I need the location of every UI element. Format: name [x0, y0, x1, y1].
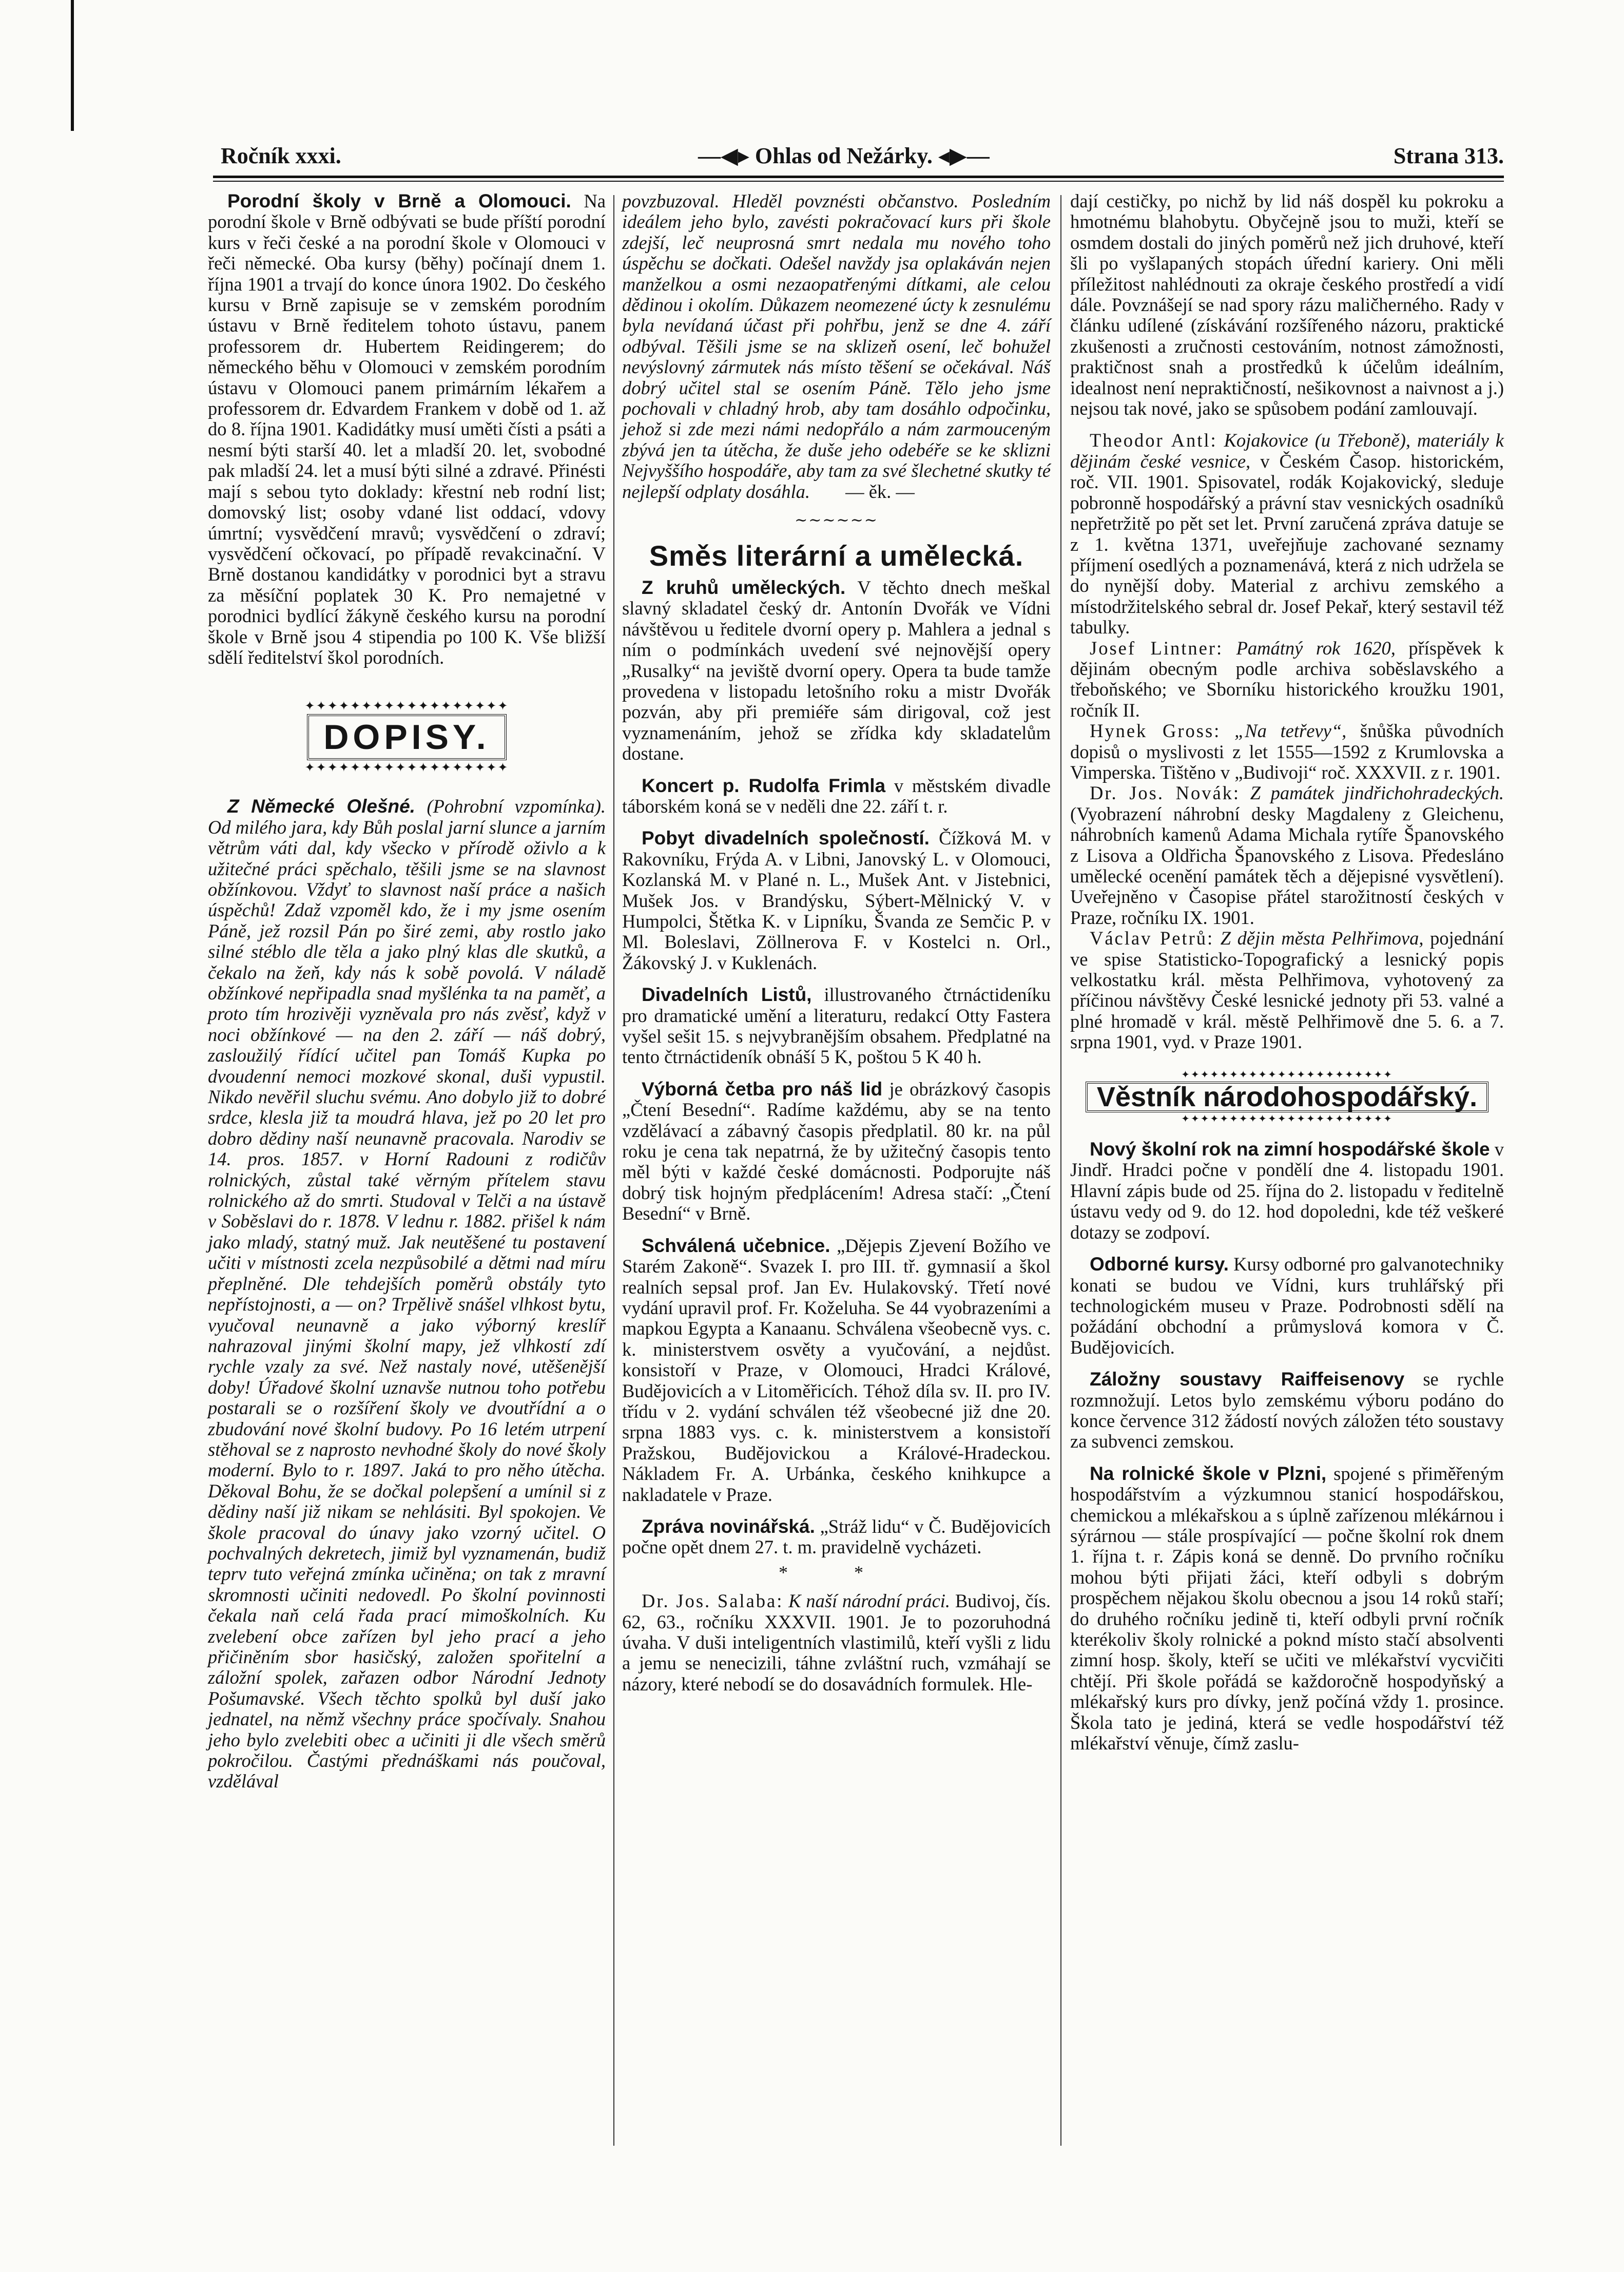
ornament-top: ✦✦✦✦✦✦✦✦✦✦✦✦✦✦✦✦✦✦✦✦✦✦	[1181, 1069, 1393, 1081]
article-lead: Koncert p. Rudolfa Frimla	[642, 775, 886, 796]
spacer	[622, 817, 1051, 828]
spacer	[622, 973, 1051, 985]
article-title: Z dějin města Pelhřimova,	[1220, 928, 1424, 949]
article-lead: Výborná četba pro náš lid	[642, 1078, 883, 1100]
article-body: v Českém Časop. historickém, roč. VII. 1901. Spisovatel, rodák Kojakovický, sleduje pobronně hospodářský a právní stav vesnických osadníků nepřetržitě po pět set let. První zaručená zpráva datuje se z 1. května 1371, uveřejňuje zachované seznamy příjmení osedlých a poznamenává, která z nich udržela se do nynější doby. Material z archivu zemského a místodržitelského sebral dr. Josef Pekař, který sestavil též tabulky.	[1070, 450, 1504, 638]
column-divider-1	[613, 195, 614, 2146]
article-gross	[1070, 721, 1504, 783]
article-ucebnice	[622, 1236, 1051, 1505]
article-novak	[1070, 783, 1504, 928]
column-2	[622, 191, 1051, 1695]
article-body: Kursy odborné pro galvanotechniky konati se budou ve Vídni, kurs truhlářský při technologickém museu v Praze. Podrobnosti sdělí na požádání obchodní a průmyslová komora v Č. Budějovicích.	[1070, 1254, 1504, 1358]
article-raiffeisen	[1070, 1369, 1504, 1452]
article-lead: Nový školní rok na zimní hospodářské škole	[1090, 1139, 1490, 1160]
page-number: Strana 313.	[1393, 143, 1504, 168]
letter-body-cont: povzbuzoval. Hleděl povznésti občanstvo. Posledním ideálem jeho bylo, zavésti pokračovací kurs při škole zdejší, leč neuprosná smrt nedala mu nového toho úspěchu se dočkati. Odešel navždy jsa oplakáván nejen manželkou a osmi nezaopatřenými dítkami, ale celou dědinou i okolím. Důkazem neomezené úcty k zesnulému byla nevídaná účast při pohřbu, jenž se dne 4. září odbýval. Těšili jsme se na sklizeň osení, leč bohužel nevýslovný zármutek nás místo těšení se očekával. Náš dobrý učitel stal se osením Páně. Tělo jeho jsme pochovali v chladný hrob, aby tam dosáhlo odpočinku, jehož si zde mezi námi nedopřálo a nám zarmouceným zbývá jen ta útěcha, že duše jeho odebéře se ke sklizni Nejvyššího hospodáře, aby tam za své šlechetné skutky té nejlepší odplaty dosáhla.	[622, 190, 1051, 502]
spacer	[622, 1224, 1051, 1236]
article-pobyt	[622, 828, 1051, 973]
spacer	[1070, 1452, 1504, 1464]
section-title-smes: Směs literární a umělecká.	[649, 539, 1024, 572]
vestnik-heading	[1070, 1068, 1504, 1126]
ornament-bottom: ✦✦✦✦✦✦✦✦✦✦✦✦✦✦✦✦✦✦	[304, 761, 509, 775]
article-body: (Vyobrazení náhrobní desky Magdaleny z Gleichenu, náhrobních kamenů Adama Michala rytíře Španovského z Lisova a Oldřicha Španovského z Lisova. Předesláno umělecké ocenění památek těch a dějepisné vysvětlení). Uveřejněno v Časopise přátel starožitností českých v Praze, ročníku IX. 1901.	[1070, 803, 1504, 928]
article-plzen	[1070, 1464, 1504, 1754]
article-body: příspěvek k dějinám obecným podle archiva soběslavského a třeboňského; ve Sborníku historického kroužku 1901, ročník II.	[1070, 637, 1504, 721]
article-body: illustrovaného čtrnáctideníku pro dramatické umění a literaturu, redakcí Otty Fastera vyšel sešit 15. s nejvybranějším obsahem. Předplatné na tento čtrnáctideník obnáší 5 K, poštou 5 K 40 h.	[622, 984, 1051, 1068]
article-salaba	[622, 1591, 1051, 1695]
article-body: V těchto dnech meškal slavný skladatel český dr. Antonín Dvořák ve Vídni návštěvou u ředitele dvorní opery p. Mahlera a jednal s ním o podmínkách uvedení své nejnovější opery „Rusalky“ na jeviště dvorní opery. Opera ta bude tamže provedena v listopadu letošního roku a mistr Dvořák pozván, aby při premiéře sám dirigoval, což jest vyznamenáním, jehož se zřídka kdy skladatelům dostane.	[622, 576, 1051, 764]
article-body: Budivoj, čís. 62, 63., ročníku XXXVII. 1901. Je to pozoruhodná úvaha. V duši inteligentních vlastimilů, kteří vyšli z lidu a jemu se nenecizili, táhne zvláštní ruch, vzmáhají se názory, které nebodí se do dosavádních formulek. Hle-	[622, 1590, 1051, 1695]
article-kursy	[1070, 1254, 1504, 1358]
section-title: DOPISY.	[307, 714, 506, 760]
article-frimla	[622, 776, 1051, 817]
letter-title: Z Německé Olešné.	[227, 796, 416, 817]
article-lead: Z kruhů uměleckých.	[642, 576, 846, 598]
article-body: v městském divadle táborském koná se v neděli dne 22. září t. r.	[622, 775, 1051, 817]
article-lead: Pobyt divadelních společností.	[642, 827, 930, 849]
article-author: Hynek Gross:	[1090, 720, 1221, 742]
ornament-top: ✦✦✦✦✦✦✦✦✦✦✦✦✦✦✦✦✦✦	[304, 699, 509, 714]
article-lead: Na rolnické škole v Plzni,	[1090, 1462, 1327, 1484]
letter-nemecka-olesna	[208, 796, 606, 1792]
article-body: pojednání ve spise Statisticko-Topografický a lesnický popis velkostatku král. města Pelhřimova, vyhotovený za příčinou návštěvy České lesnické jednoty při 53. valné a plné hromadě v král. městě Pelhřimově dne 5. 6. a 7. srpna 1901, vyd. v Praze 1901.	[1070, 928, 1504, 1053]
article-skolni-rok	[1070, 1139, 1504, 1243]
salaba-continuation	[1070, 191, 1504, 419]
column-divider-2	[1060, 195, 1061, 2146]
article-lead: Zpráva novinářská.	[642, 1515, 815, 1537]
column-1	[208, 191, 606, 1792]
article-title: Památný rok 1620,	[1236, 637, 1396, 659]
article-lead: Záložny soustavy Raiffeisenovy	[1090, 1369, 1405, 1390]
spacer	[622, 1505, 1051, 1516]
column-3	[1070, 191, 1504, 1754]
article-title: Kojakovice (u Třeboně), materiály k dějinám české vesnice,	[1070, 430, 1504, 472]
volume-label: Ročník xxxi.	[221, 143, 341, 168]
article-author: Dr. Jos. Salaba:	[642, 1590, 784, 1612]
section-title: Věstník národohospodářský.	[1086, 1082, 1488, 1112]
article-petru	[1070, 928, 1504, 1052]
article-body: „Dějepis Zjevení Božího ve Starém Zakoně“. Svazek I. pro III. tř. gymnasií a škol realních sepsal prof. Jan Ev. Hulakovský. Třetí nové vydání upravil prof. Fr. Koželuha. Se 44 vyobrazeními a mapkou Egypta a Kanaanu. Schválena všeobecně vys. c. k. ministerstvem osvěty a vyučování, a nejdůst. konsistoří v Praze, v Olomouci, Hradci Králové, Budějovicích a v Litoměřicích. Téhož díla sv. II. pro IV. třídu v 2. vydání schválen též všeobecné již dne 20. srpna 1883 vys. c. k. ministerstvem a konsistoří Pražskou, Budějovickou a Králové-Hradeckou. Nákladem Fr. A. Urbánka, českého knihkupce a nakladatele v Praze.	[622, 1235, 1051, 1505]
article-lintner	[1070, 638, 1504, 721]
article-body: v Jindř. Hradci počne v pondělí dne 4. listopadu 1901. Hlavní zápis bude od 25. října do 2. listopadu v ředitelně ústavu vedy od 9. do 12. hod dopoledni, kde též veškeré dotazy se zodpoví.	[1070, 1139, 1504, 1243]
ornament-bottom: ✦✦✦✦✦✦✦✦✦✦✦✦✦✦✦✦✦✦✦✦✦✦	[1181, 1113, 1393, 1125]
spacer	[1070, 1243, 1504, 1254]
header-rule-thick	[213, 176, 1504, 178]
spacer	[622, 764, 1051, 776]
article-body: je obrázkový časopis „Čtení Besední“. Radíme každému, aby se na tento vzdělávací a zábavný časopis předplatil. 80 kr. na půl roku je cena tak nepatrná, že by užitečný časopis tento měl býti v každé české domácnosti. Podporujte náš dobrý tisk hojným předplácením! Adresa stačí: „Čtení Besední“ v Brně.	[622, 1078, 1051, 1224]
divider-stars: * *	[779, 1562, 894, 1583]
article-title: „Na tetřevy“,	[1234, 720, 1347, 742]
dopisy-heading	[208, 699, 606, 776]
article-divadelni-listy	[622, 985, 1051, 1068]
article-author: Josef Lintner:	[1090, 637, 1224, 659]
article-body: Na porodní škole v Brně odbývati se bude příští porodní kurs v řeči české a na porodní škole v Olomouci v řeči německé. Oba kursy (běhy) počínají dnem 1. října 1901 a trvají do konce února 1902. Do českého kursu v Brně zapisuje se v zemském porodním ústavu v Brně ředitelem tohoto ústavu, panem professorem dr. Hubertem Reidingerem; do německého běhu v Olomouci v zemském porodním ústavu v Olomouci panem primárním lékařem a professorem dr. Edvardem Frankem v době od 1. až do 8. října 1901. Kadidátky musí uměti čísti a psáti a nesmí býti starší 40. let a mladší 20. let, svobodné pak mladší 24. let a musí býti silné a zdravé. Přinésti mají s sebou tyto doklady: křestní neb rodní list; domovský list; osoby vdané list oddací, vdovy úmrtní; vysvědčení mravů; vysvědčení o zdraví; vysvědčení očkovací, po případě revakcinační. V Brně dostanou kandidátky v porodnici byt a stravu za měsíční poplatek 30 K. Pro nemajetné v porodnici bydlící žákyně českého kursu na porodní škole v Brně jsou 4 stipendia po 100 K. Vše bližší sdělí ředitelství škol porodních.	[208, 190, 606, 668]
article-author: Theodor Antl:	[1090, 430, 1217, 451]
article-body: šnůška původních dopisů o myslivosti z let 1555—1592 z Krumlovska a Vimperska. Tištěno v „Budivoji“ roč. XXXVII. z r. 1901.	[1070, 720, 1504, 783]
article-title: K naší národní práci.	[788, 1590, 951, 1612]
article-lead: Odborné kursy.	[1090, 1254, 1229, 1275]
letter-body: Od milého jara, kdy Bůh poslal jarní slunce a jarním větrům váti dal, kdy všecko v přírodě oživlo a k užitečné práci spěchalo, těšili jsme se na slavnost obžínkovou. Vždyť to slavnost naší práce a našich úspěchů! Zdaž vzpoměl kdo, že i my jsme osením Páně, jež rozsil Pán po širé zemi, aby rostlo jako silné stéblo dle těla a jako plný klas dle skutků, a čekalo na žeň, kdy nás k sobě povolá. V náladě obžínkové nepřipadla snad myšlénka ta na paměť, a proto tím hrozivěji vyzněvala pro nás zvěsť, když v noci obžínkové — na den 2. září — náš dobrý, zasloužilý řídící učitel pan Tomáš Kupka po dvoudenní nemoci mozkové skonal, duši vypustil. Nikdo nevěřil sluchu svému. Ano dobylo již to dobré srdce, klesla již ta moudrá hlava, jež po 20 let pro dobro dědiny naší neunavně pracovala. Narodiv se 14. pros. 1857. v Horní Radouni z rodičův rolnických, zůstal také věrným přítelem stavu rolnického až do smrti. Studoval v Telči a na ústavě v Soběslavi do r. 1878. V lednu r. 1882. přišel k nám jako mladý, statný muž. Jak neutěšené tu postavení učiti v místnosti zcela nezpůsobilé a dětmi nad míru přeplněné. Dle tehdejších poměrů obstály tyto nepřístojnosti, a — on? Trpělivě snášel vlhkost bytu, vyučoval neunavně a jako výborný kreslíř nahrazoval jinými školní mapy, jež vlhkostí zdí rychle vzaly za své. Než nastaly nové, utěšenější doby! Úřadové školní uznavše nutnou toho potřebu postarali se o rozšíření školy ve dvoutřídní a o zbudování nové školní budovy. Po 16 letém utrpení stěhoval se z naprosto nevhodné školy do nové školy moderní. Bylo to r. 1897. Jaká to pro něho útěcha. Děkoval Bohu, že se dočkal polepšení a umínil si z dědiny naší již nikam se nehlásiti. Byl spokojen. Ve škole pracoval do únavy jako vzorný učitel. O pochvalných dekretech, jimiž byl vyznamenán, budiž teprv tuto veřejná zmínka učiněna; on tak z mravní skromnosti učiniti nedovedl. Po školní povinnosti čekala naň celá řada prací mimoškolních. Ku zvelebení obce zařízen byl jeho prací a jeho přičiněním sbor hasičský, založen spořitelní a záložní spolek, zařazen odbor Národní Jednoty Pošumavské. Všech těchto spolků byl duší jako jednatel, na němž všechny práce spočívaly. Snahou jeho bylo zvelebiti obec a učiniti ji dle všech směrů pokročilou. Častými přednáškami nás poučoval, vzdělával	[208, 816, 606, 1792]
header-rule-thin	[213, 181, 1504, 182]
article-lead: Porodní školy v Brně a Olomouci.	[227, 190, 571, 211]
article-porodni-skoly	[208, 191, 606, 668]
spacer	[1070, 419, 1504, 430]
article-author: Dr. Jos. Novák:	[1090, 782, 1241, 804]
letter-signature: — ěk. —	[845, 480, 915, 502]
divider-squiggle: ∼∼∼∼∼∼	[795, 512, 878, 529]
newspaper-title: —◀▸ Ohlas od Nežárky. ◂▶—	[698, 143, 990, 168]
article-cetba	[622, 1079, 1051, 1224]
article-body: Čížková M. v Rakovníku, Frýda A. v Libni, Janovský L. v Olomouci, Kozlanská M. v Plané n. L., Mušek Ant. v Jistebnici, Mušek Jos. v Brandýsku, Sýbert-Mělnický V. v Humpolci, Štětka K. v Lipníku, Švanda ze Semčic P. v Ml. Boleslavi, Zöllnerova F. v Kostelci n. Orl., Žákovský J. v Kuklenách.	[622, 827, 1051, 973]
article-title: Z památek jindřichohradeckých.	[1250, 782, 1504, 804]
article-body-cont: dají cestičky, po nichž by lid náš dospěl ku pokroku a hmotnému blahobytu. Obyčejně jsou to muži, kteří se osmdem dostali do jiných poměrů než jich druhové, kteří šli po vyšlapaných stopách úřední kariery. Oni měli příležitost nahlédnouti za okraje českého prostředí a vidí dále. Povznášejí se nad spory rázu maličherného. Rady v článku udílené (získávání rozšířeného názoru, praktické zkušenosti a zručnosti cestováním, notnost zámožnosti, praktičnost snah a prostředků k účelům ideálním, idealnost není nepraktičností, nešikovnost a naivnost a j.) nejsou tak nové, jako se spůsobem podání zamlouvají.	[1070, 190, 1504, 419]
spacer	[1070, 1358, 1504, 1369]
article-lead: Schválená učebnice.	[642, 1235, 830, 1256]
scan-edge-line	[71, 0, 74, 131]
page-header	[221, 143, 1504, 174]
article-body: se rychle rozmnožují. Letos bylo zemskému výboru podáno do konce července 312 žádostí nových záložen této soustavy za subvenci zemskou.	[1070, 1369, 1504, 1452]
article-lead: Divadelních Listů,	[642, 984, 812, 1006]
article-antl	[1070, 430, 1504, 638]
article-body: spojené s přiměřeným hospodářstvím a výzkumnou stanicí hospodářskou, chemickou a mlékařskou a s úplně zařízenou mlékárnou i sýrárnou — stále prospívající — počne školní rok dnem 1. října t. r. Zápis koná se denně. Do prvního ročníku mohou býti přijati žáci, kteří odbyli s dobrým prospěchem nějakou školu obecnou a jsou 14 roků staří; do druhého ročníku jedině ti, kteří odbyli první ročník kterékoliv školy rolnické a poknd místo stačí absolventi zimní hosp. školy, kteří se učiti ve mlékařství vycvičiti chtějí. Při škole pořádá se každoročně hospodyňský a mlékařský kurs pro dívky, jenž počíná vždy 1. prosince. Škola tato je jediná, která se vedle hospodářství též mlékařství věnuje, čímž zaslu-	[1070, 1462, 1504, 1754]
article-zprava	[622, 1516, 1051, 1558]
article-z-kruhu	[622, 577, 1051, 764]
letter-subtitle: (Pohrobní vzpomínka).	[427, 796, 606, 817]
article-author: Václav Petrů:	[1090, 928, 1214, 949]
spacer	[622, 1068, 1051, 1079]
letter-continuation	[622, 191, 1051, 502]
article-body: „Stráž lidu“ v Č. Budějovicích počne opět dnem 27. t. m. pravidelně vycházeti.	[622, 1515, 1051, 1558]
